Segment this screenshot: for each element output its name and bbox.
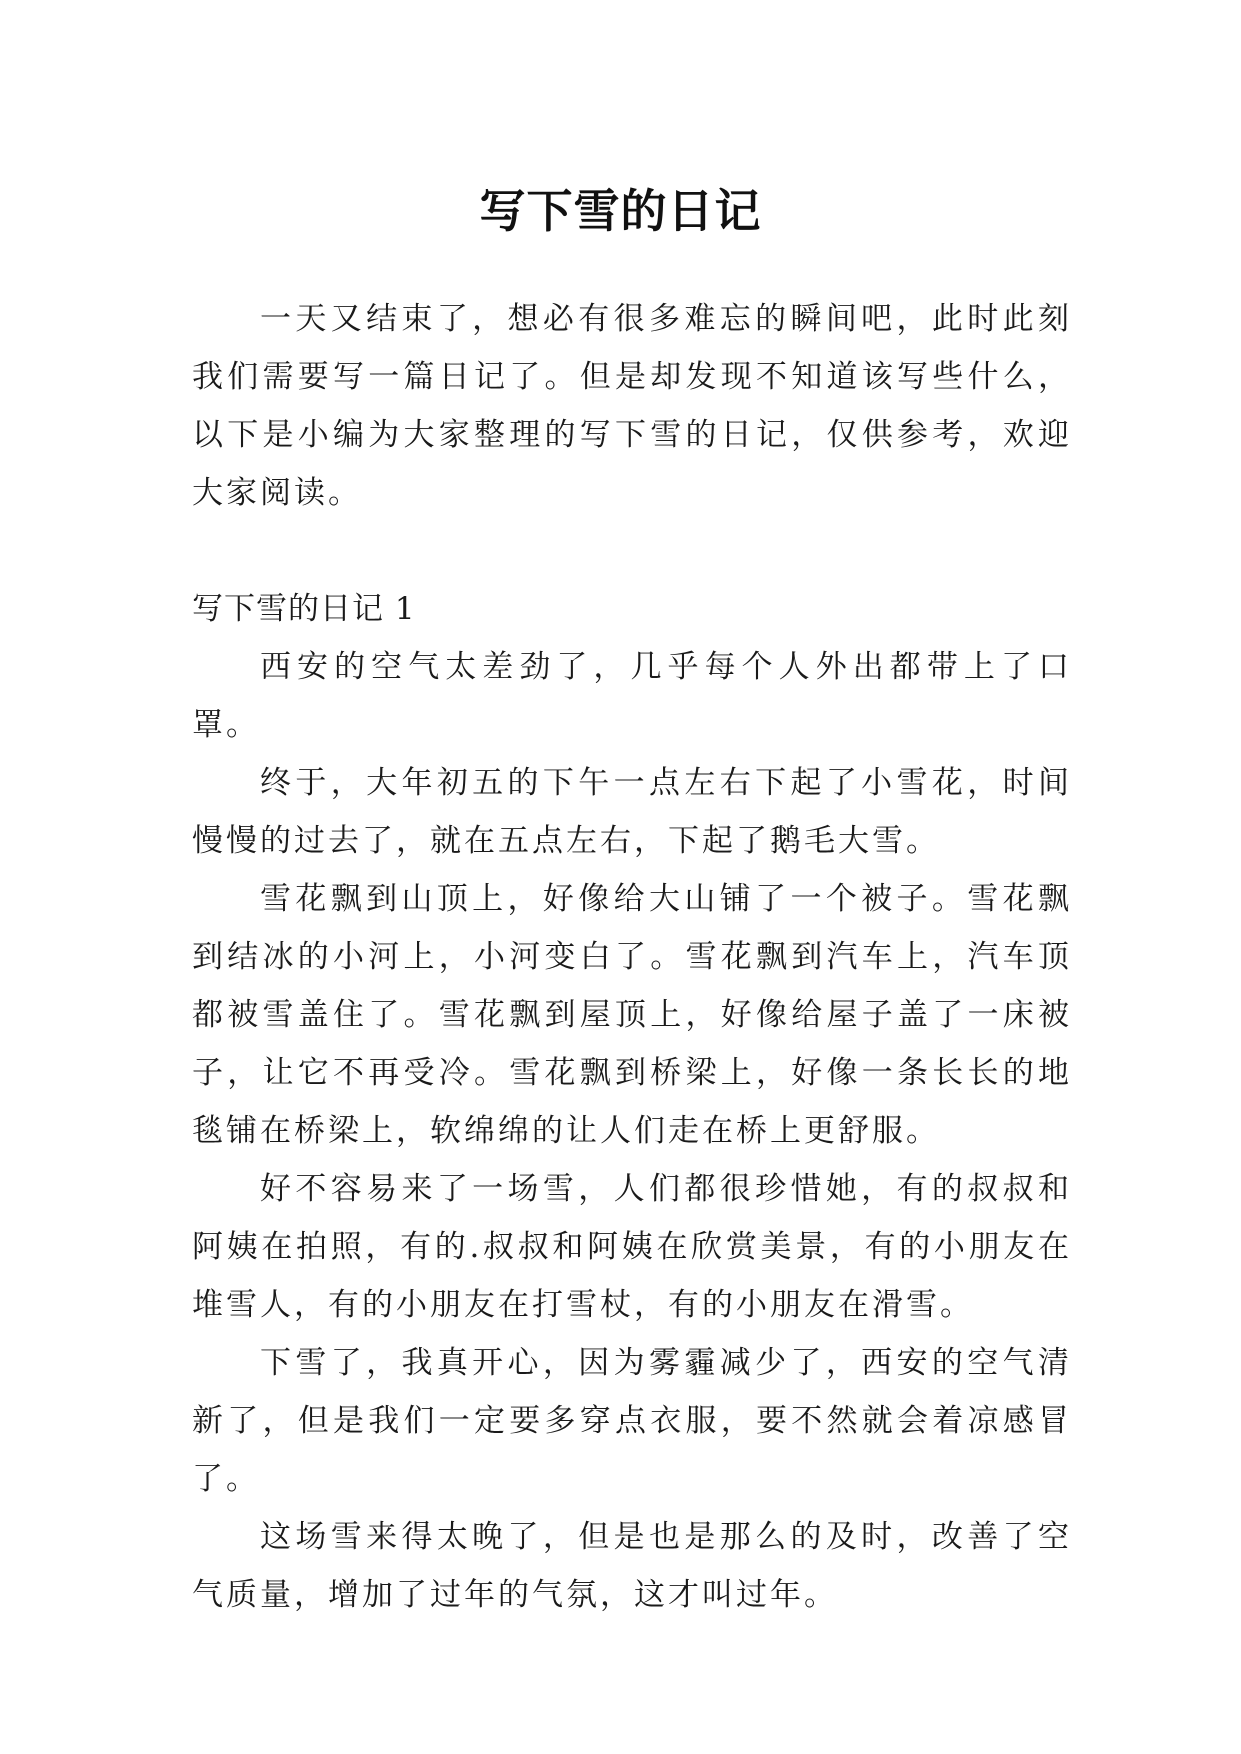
body-paragraph-3: 雪花飘到山顶上，好像给大山铺了一个被子。雪花飘到结冰的小河上，小河变白了。雪花飘到汽车上，汽车顶都被雪盖住了。雪花飘到屋顶上，好像给屋子盖了一床被子，让它不再受冷。雪花飘到桥梁上，好像一条长长的地毯铺在桥梁上，软绵绵的让人们走在桥上更舒服。: [192, 881, 1072, 1149]
section-heading: 写下雪的日记 1: [192, 591, 416, 627]
document-body: [192, 290, 1072, 1624]
body-paragraph-6: 这场雪来得太晚了，但是也是那么的及时，改善了空气质量，增加了过年的气氛，这才叫过年。: [192, 1519, 1072, 1613]
body-paragraph-2: 终于，大年初五的下午一点左右下起了小雪花，时间慢慢的过去了，就在五点左右，下起了鹅毛大雪。: [192, 765, 1072, 859]
body-paragraph-1: 西安的空气太差劲了，几乎每个人外出都带上了口罩。: [192, 649, 1072, 743]
body-paragraph-4: 好不容易来了一场雪，人们都很珍惜她，有的叔叔和阿姨在拍照，有的.叔叔和阿姨在欣赏美景，有的小朋友在堆雪人，有的小朋友在打雪杖，有的小朋友在滑雪。: [192, 1171, 1072, 1323]
body-paragraph-5: 下雪了，我真开心，因为雾霾减少了，西安的空气清新了，但是我们一定要多穿点衣服，要不然就会着凉感冒了。: [192, 1345, 1072, 1497]
intro-paragraph: 一天又结束了，想必有很多难忘的瞬间吧，此时此刻我们需要写一篇日记了。但是却发现不知道该写些什么，以下是小编为大家整理的写下雪的日记，仅供参考，欢迎大家阅读。: [192, 301, 1072, 511]
page-title: 写下雪的日记: [479, 183, 762, 238]
